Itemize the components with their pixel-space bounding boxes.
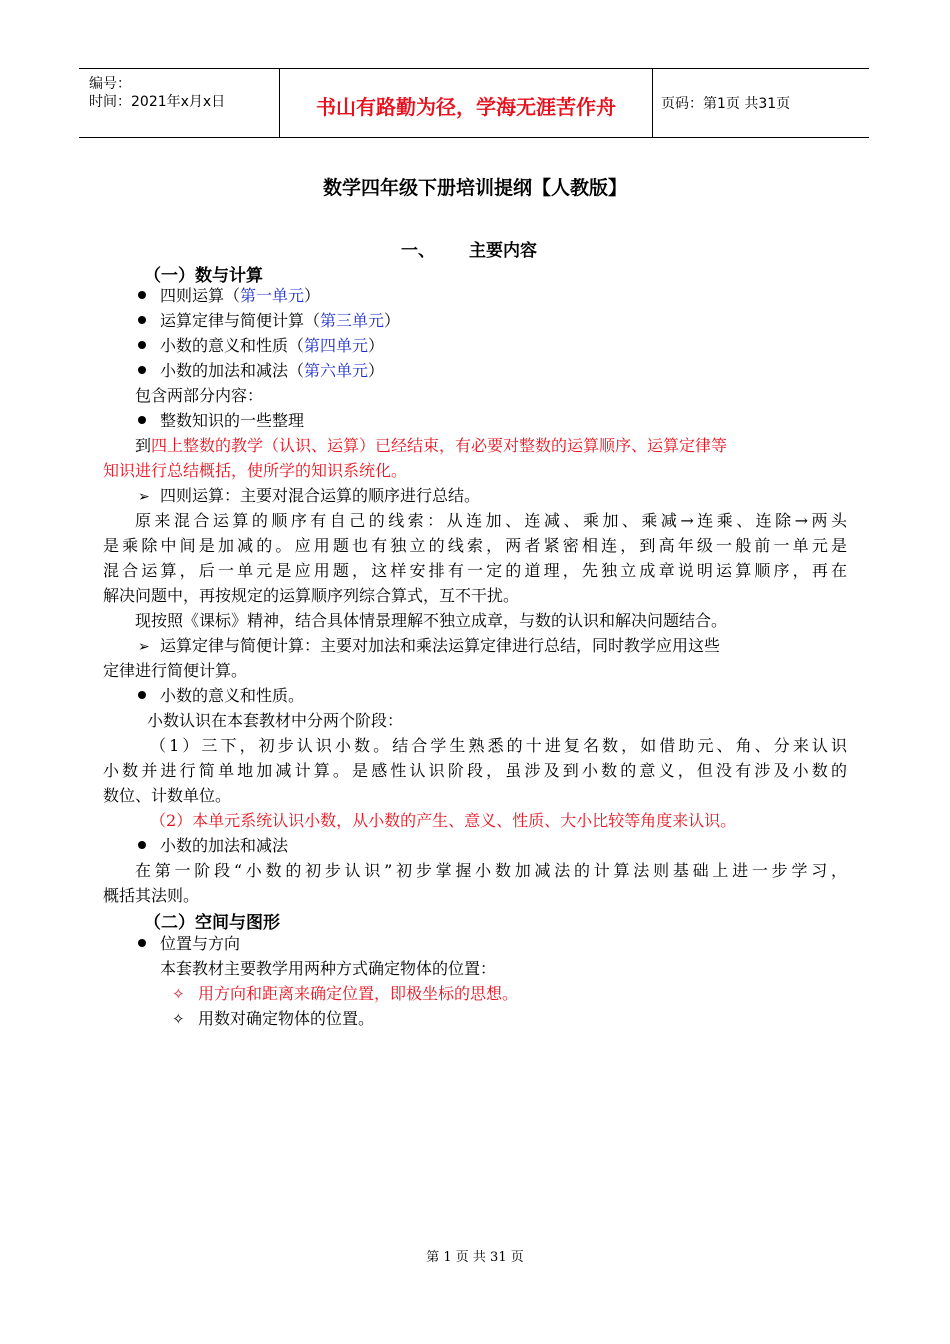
bullet-dot-icon: [138, 316, 146, 324]
header-info-cell: [79, 69, 280, 137]
list-item: 小数的加法和减法: [138, 834, 288, 858]
list-item: 小数的意义和性质。: [138, 684, 304, 708]
bullet-dot-icon: [138, 341, 146, 349]
paragraph-line: 在第一阶段“小数的初步认识”初步掌握小数加减法的计算法则基础上进一步学习，: [135, 861, 847, 880]
paragraph-line: 现按照《课标》精神，结合具体情景理解不独立成章，与数的认识和解决问题结合。: [135, 611, 728, 630]
paragraph-line: 小数认识在本套教材中分两个阶段：: [147, 711, 404, 730]
bullet-dot-icon: [138, 416, 146, 424]
document-title: 数学四年级下册培训提纲【人教版】: [322, 177, 627, 199]
paragraph-line: 知识进行总结概括，使所学的知识系统化。: [103, 461, 408, 480]
paragraph-line: 小数并进行简单地加减计算。是感性认识阶段，虽涉及到小数的意义，但没有涉及小数的: [103, 761, 847, 780]
paragraph-line: 概括其法则。: [103, 886, 200, 905]
diamond-star-icon: ✧: [172, 1010, 185, 1028]
paragraph-line: 混合运算，后一单元是应用题，这样安排有一定的道理，先独立成章说明运算顺序，再在: [103, 561, 847, 580]
paragraph-line: 原来混合运算的顺序有自己的线索：从连加、连减、乘加、乘减→连乘、连除→两头: [135, 511, 847, 530]
list-item: 小数的意义和性质（第四单元）: [138, 334, 384, 358]
date-label: 时间：2021年x月x日: [89, 94, 226, 110]
header-motto-cell: [280, 69, 653, 137]
page-info: 页码：第1页 共31页: [661, 96, 791, 112]
list-item: ➢ 四则运算：主要对混合运算的顺序进行总结。: [138, 484, 480, 509]
list-item: 小数的加法和减法（第六单元）: [138, 359, 384, 383]
section-number: 一、: [401, 241, 435, 261]
page-footer: 第 1 页 共 31 页: [426, 1250, 524, 1265]
paragraph-line: 定律进行简便计算。: [103, 661, 248, 680]
paragraph-line: 数位、计数单位。: [103, 786, 232, 805]
section-title: 主要内容: [469, 241, 537, 261]
paragraph-line: 解决问题中，再按规定的运算顺序列综合算式，互不干扰。: [103, 586, 520, 605]
paragraph-line: 本套教材主要教学用两种方式确定物体的位置：: [160, 959, 497, 978]
part2-heading: （二）空间与图形: [144, 913, 280, 933]
arrowhead-icon: ➢: [138, 639, 150, 655]
list-item: ✧ 用数对确定物体的位置。: [172, 1007, 374, 1031]
paragraph-line: 到四上整数的教学（认识、运算）已经结束，有必要对整数的运算顺序、运算定律等: [135, 436, 728, 455]
list-item: 运算定律与简便计算（第三单元）: [138, 309, 400, 333]
list-item: 整数知识的一些整理: [138, 409, 304, 433]
header-page-cell: [653, 69, 869, 137]
paragraph-line: （2）本单元系统认识小数，从小数的产生、意义、性质、大小比较等角度来认识。: [150, 811, 737, 830]
number-label: 编号：: [89, 76, 131, 92]
bullet-dot-icon: [138, 939, 146, 947]
bullet-dot-icon: [138, 366, 146, 374]
list-item: ➢ 运算定律与简便计算：主要对加法和乘法运算定律进行总结，同时教学应用这些: [138, 634, 720, 659]
paragraph-line: 是乘除中间是加减的。应用题也有独立的线索，两者紧密相连，到高年级一般前一单元是: [103, 536, 847, 555]
list-item: 位置与方向: [138, 932, 240, 956]
header-table: [79, 68, 869, 138]
paragraph-line: （1）三下，初步认识小数。结合学生熟悉的十进复名数，如借助元、角、分来认识: [150, 736, 847, 755]
bullet-dot-icon: [138, 291, 146, 299]
motto: 书山有路勤为径，学海无涯苦作舟: [316, 95, 616, 119]
bullet-dot-icon: [138, 691, 146, 699]
list-item: ✧ 用方向和距离来确定位置，即极坐标的思想。: [172, 982, 518, 1006]
bullet-dot-icon: [138, 841, 146, 849]
arrowhead-icon: ➢: [138, 489, 150, 505]
diamond-star-icon: ✧: [172, 985, 185, 1003]
contains-text: 包含两部分内容：: [135, 386, 264, 405]
list-item: 四则运算（第一单元）: [138, 284, 320, 308]
part1-heading: （一）数与计算: [144, 266, 263, 286]
